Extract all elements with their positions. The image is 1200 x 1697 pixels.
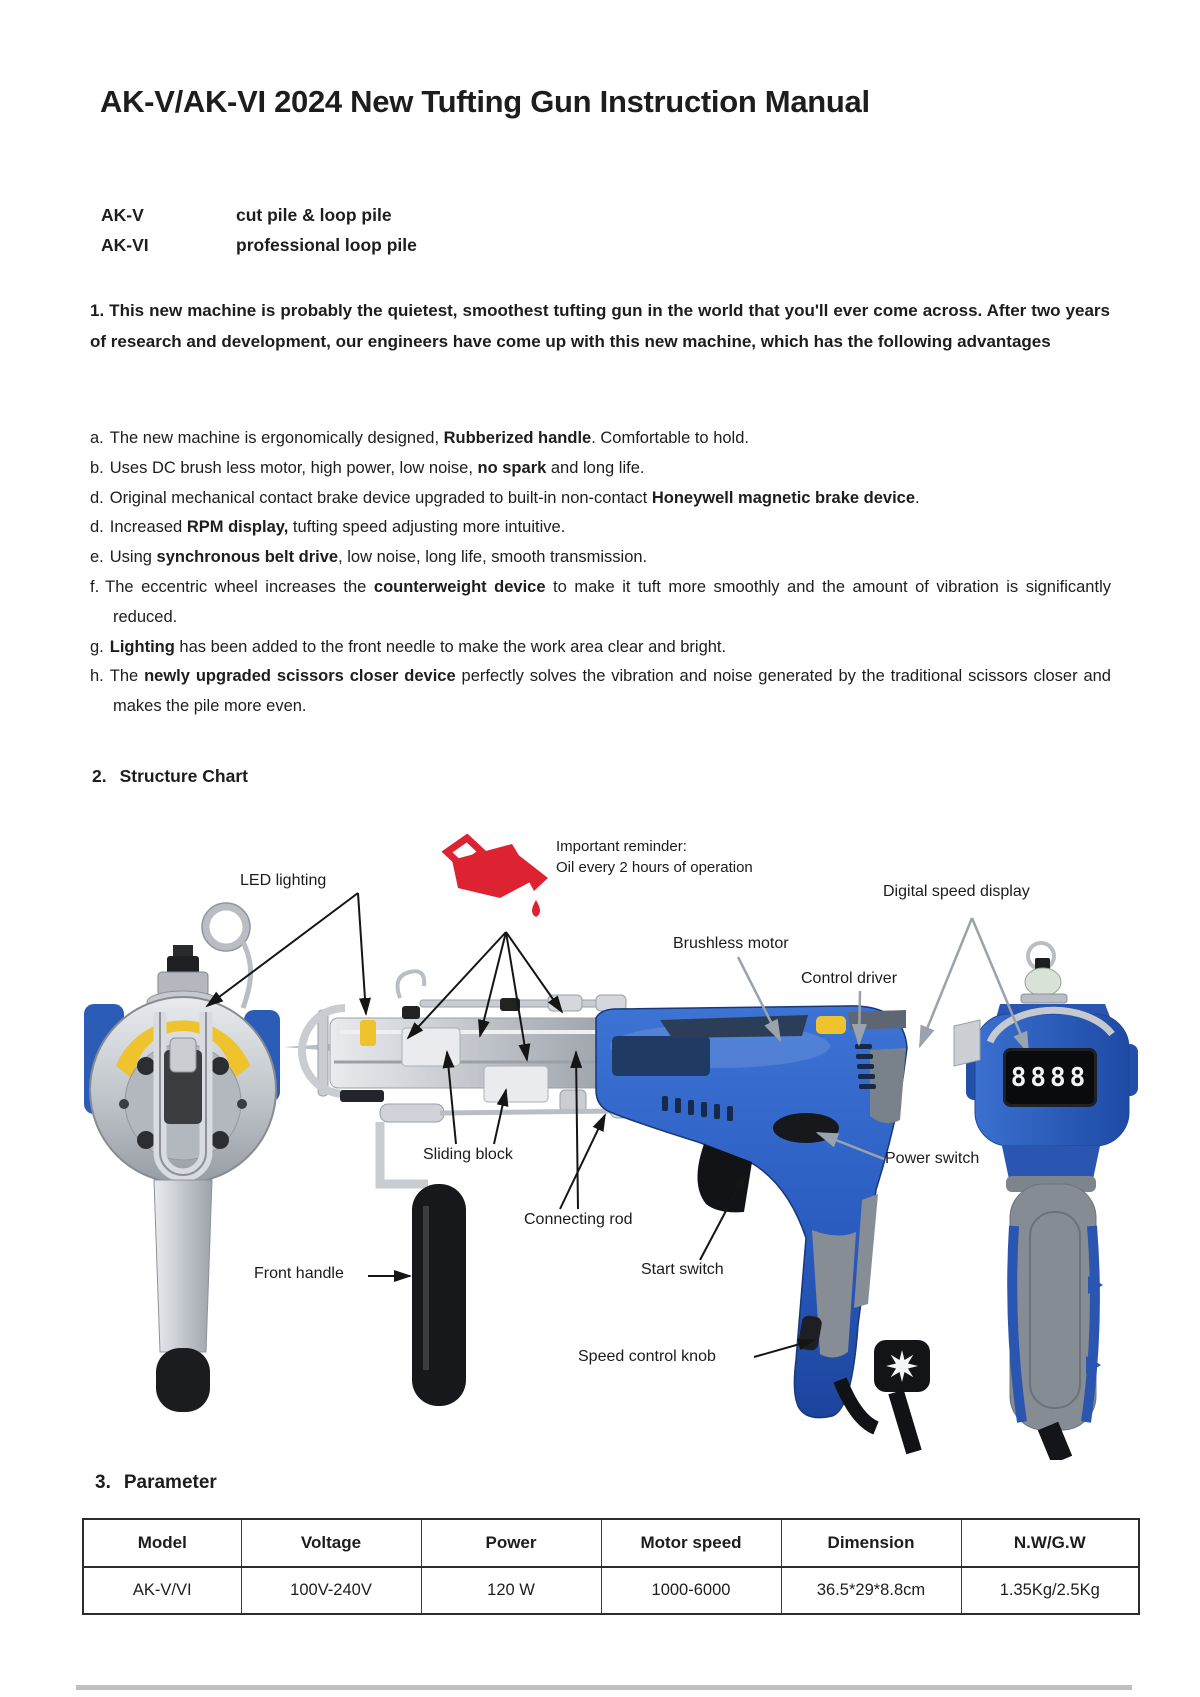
- feature-text: [105, 578, 1111, 626]
- parameter-table-header-cell: Motor speed: [601, 1519, 781, 1567]
- feature-text-run: newly upgraded scissors closer device: [144, 667, 456, 686]
- parameter-table: [82, 1518, 1140, 1615]
- parameter-table-data-cell: 36.5*29*8.8cm: [781, 1567, 961, 1614]
- model-name: AK-V: [101, 205, 144, 225]
- oil-reminder-line1: Important reminder:: [556, 838, 687, 855]
- feature-text-run: counterweight device: [373, 577, 546, 596]
- feature-text-run: Original mechanical contact brake device upgraded to built-in non-contact: [109, 488, 652, 507]
- label-led-lighting: LED lighting: [240, 872, 327, 889]
- feature-text-run: perfectly solves the vibration and noise generated by the traditional scissors closer and makes the pile more even.: [113, 667, 1111, 716]
- label-power-switch: Power switch: [885, 1150, 980, 1167]
- parameter-table-data-cell: 120 W: [421, 1567, 601, 1614]
- feature-item: [90, 543, 1111, 573]
- parameter-heading: [95, 1472, 217, 1494]
- feature-text-run: RPM display,: [186, 518, 289, 537]
- label-start-switch: Start switch: [641, 1261, 724, 1278]
- feature-text-run: synchronous belt drive: [156, 548, 339, 567]
- label-sliding-block: Sliding block: [423, 1146, 513, 1163]
- oiler-bottle: [1025, 968, 1061, 996]
- parameter-table-data-cell: 1000-6000: [601, 1567, 781, 1614]
- feature-item: [90, 454, 1111, 484]
- label-control-driver: Control driver: [801, 970, 898, 987]
- feature-marker: h.: [90, 667, 104, 686]
- feature-text: [110, 638, 726, 656]
- parameter-table-header-cell: Power: [421, 1519, 601, 1567]
- feature-text-run: , low noise, long life, smooth transmission.: [338, 548, 648, 567]
- feature-text-run: to make it tuft more smoothly and the amount of vibration is significantly reduced.: [113, 577, 1111, 626]
- oil-reminder-note: [556, 836, 753, 878]
- parameter-table-header-cell: N.W/G.W: [961, 1519, 1139, 1567]
- structure-heading-title: Structure Chart: [119, 766, 248, 786]
- feature-marker: d.: [90, 488, 104, 507]
- feature-text-run: tufting speed adjusting more intuitive.: [288, 518, 566, 537]
- feature-item: [90, 484, 1111, 514]
- feature-text-run: Uses DC brush less motor, high power, low noise,: [109, 458, 478, 477]
- structure-heading-number: 2.: [92, 766, 107, 786]
- label-front-handle: Front handle: [254, 1265, 344, 1282]
- digital-speed-display-value: 8888: [1003, 1048, 1097, 1107]
- feature-text: [110, 548, 647, 566]
- feature-text-run: Honeywell magnetic brake device: [651, 488, 916, 507]
- feature-text-run: and long life.: [546, 458, 645, 477]
- page-bottom-shadow: [76, 1685, 1132, 1690]
- feature-marker: a.: [90, 429, 104, 447]
- feature-list: [90, 424, 1111, 722]
- parameter-heading-title: Parameter: [123, 1472, 217, 1493]
- tufting-gun-rear-view-photo: [954, 943, 1138, 1460]
- feature-text-run: has been added to the front needle to make the work area clear and bright.: [174, 637, 727, 656]
- feature-marker: d.: [90, 518, 104, 537]
- parameter-table-data-cell: AK-V/VI: [83, 1567, 241, 1614]
- feature-text-run: The new machine is ergonomically designed,: [109, 429, 444, 447]
- oil-can-icon: [447, 838, 548, 917]
- feature-text: [110, 429, 749, 447]
- model-line: [101, 230, 417, 260]
- parameter-table-data-cell: 100V-240V: [241, 1567, 421, 1614]
- feature-text-run: The: [109, 667, 145, 686]
- parameter-table-data-row: [83, 1567, 1139, 1614]
- feature-text-run: no spark: [477, 458, 547, 477]
- parameter-heading-number: 3.: [95, 1472, 111, 1493]
- parameter-table-header-cell: Dimension: [781, 1519, 961, 1567]
- intro-paragraph: 1. This new machine is probably the quietest, smoothest tufting gun in the world that you'll ever come across. After two years of research and development, our engineers have come up with this new machine, which has the following advantages: [90, 301, 1110, 351]
- feature-marker: f.: [90, 577, 100, 596]
- model-list: [101, 200, 417, 260]
- label-connecting-rod: Connecting rod: [524, 1211, 633, 1228]
- parameter-table-header-row: [83, 1519, 1139, 1567]
- feature-text-run: Using: [109, 548, 157, 567]
- feature-marker: e.: [90, 548, 104, 567]
- feature-text-run: Lighting: [109, 637, 175, 656]
- feature-item: [90, 633, 1111, 663]
- label-speed-control-knob: Speed control knob: [578, 1348, 716, 1365]
- parameter-table-header-cell: Model: [83, 1519, 241, 1567]
- oil-reminder-line2: Oil every 2 hours of operation: [556, 859, 753, 876]
- feature-text-run: .: [915, 488, 920, 507]
- tufting-gun-front-view-photo: [84, 903, 280, 1412]
- feature-text-run: . Comfortable to hold.: [591, 429, 749, 447]
- sliding-block-part: [484, 1066, 548, 1102]
- feature-text: [110, 459, 645, 477]
- feature-text: [110, 518, 566, 536]
- feature-text: [110, 667, 1111, 715]
- feature-item: [90, 573, 1111, 633]
- feature-text-run: Rubberized handle: [443, 429, 592, 447]
- feature-text-run: Increased: [109, 518, 187, 537]
- label-brushless-motor: Brushless motor: [673, 935, 789, 952]
- feature-marker: b.: [90, 458, 104, 477]
- feature-item: [90, 424, 1111, 454]
- model-description: cut pile & loop pile: [236, 205, 392, 225]
- parameter-table-data-cell: 1.35Kg/2.5Kg: [961, 1567, 1139, 1614]
- feature-text-run: The eccentric wheel increases the: [105, 577, 374, 596]
- connecting-rod-part: [380, 1104, 444, 1122]
- feature-text: [110, 489, 920, 507]
- model-name: AK-VI: [101, 235, 149, 255]
- feature-marker: g.: [90, 637, 104, 656]
- front-handle-part: [412, 1184, 466, 1406]
- parameter-table-header-cell: Voltage: [241, 1519, 421, 1567]
- model-line: [101, 200, 417, 230]
- feature-item: [90, 662, 1111, 722]
- structure-chart-figure: [0, 760, 1200, 1460]
- label-digital-speed-display: Digital speed display: [883, 883, 1030, 900]
- led-lighting-part-side: [360, 1020, 376, 1046]
- cord-hook-star: [886, 1350, 918, 1382]
- model-description: professional loop pile: [236, 235, 417, 255]
- feature-item: [90, 513, 1111, 543]
- callout-arrows: [207, 893, 1028, 1357]
- page-title: AK-V/AK-VI 2024 New Tufting Gun Instruction Manual: [100, 84, 870, 119]
